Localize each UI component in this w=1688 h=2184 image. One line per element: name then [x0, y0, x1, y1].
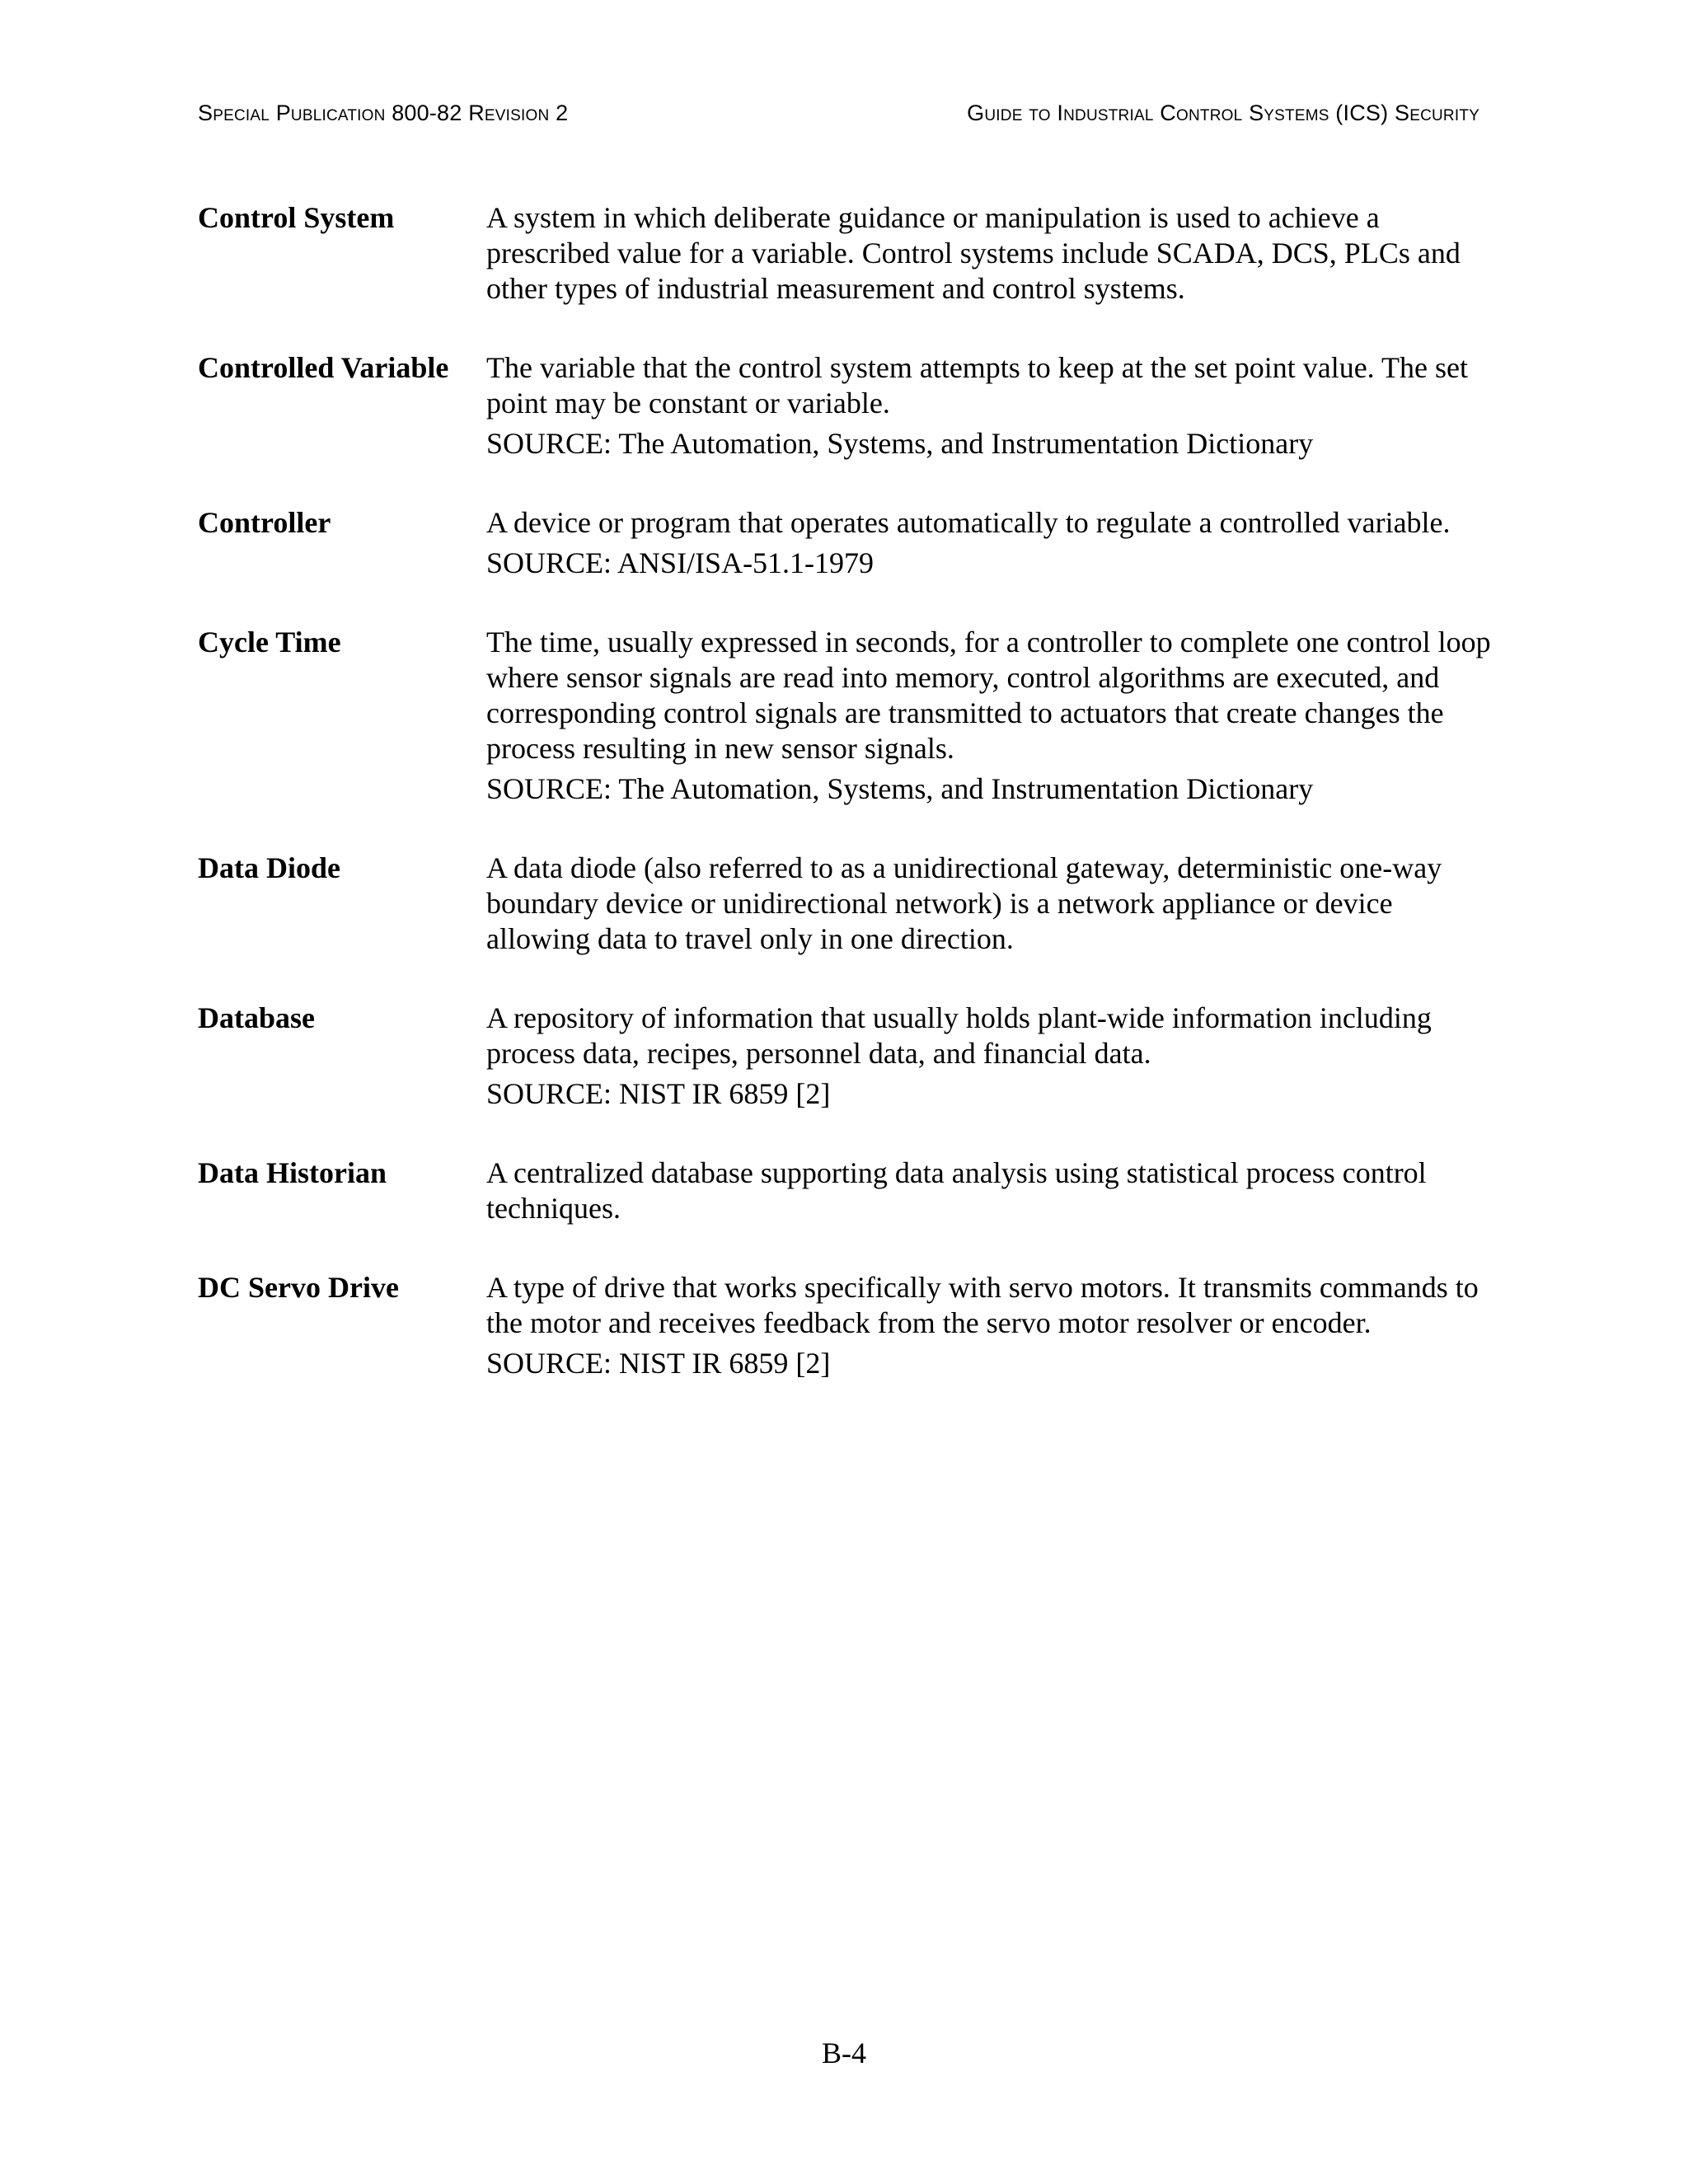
glossary-term: DC Servo Drive	[198, 1271, 399, 1304]
glossary-definition-block	[486, 200, 1492, 307]
glossary-term: Data Diode	[198, 851, 340, 884]
glossary-term: Control System	[198, 201, 395, 234]
glossary-definition-block	[486, 1270, 1492, 1381]
glossary-entry-control-system	[198, 200, 1492, 307]
glossary-entry-controller	[198, 505, 1492, 581]
glossary-term: Cycle Time	[198, 626, 341, 658]
glossary-definition-block	[486, 1001, 1492, 1112]
glossary-definition-block	[486, 1155, 1492, 1226]
glossary-definition: The variable that the control system attempts to keep at the set point value. The set point may be constant or variable.	[486, 351, 1468, 419]
glossary-term: Database	[198, 1001, 315, 1034]
glossary-term: Data Historian	[198, 1156, 387, 1189]
glossary-source: SOURCE: ANSI/ISA-51.1-1979	[486, 546, 874, 579]
running-header	[198, 101, 1479, 134]
glossary-source: SOURCE: NIST IR 6859 [2]	[486, 1347, 831, 1380]
page-number: B-4	[822, 2036, 866, 2069]
glossary-entry-controlled-variable	[198, 350, 1492, 462]
glossary-definition: A repository of information that usually holds plant-wide information including process data, recipes, personnel data, and financial data.	[486, 1001, 1432, 1070]
glossary-entry-data-diode	[198, 851, 1492, 957]
glossary-entry-data-historian	[198, 1155, 1492, 1226]
glossary-definition-block	[486, 625, 1492, 807]
glossary-definition: The time, usually expressed in seconds, for a controller to complete one control loop where sensor signals are read into memory, control algorithms are executed, and corresponding control signals are transmitted to actuators that create changes the process resulting in new sensor signals.	[486, 626, 1491, 765]
glossary-definition-block	[486, 350, 1492, 462]
glossary-definition-block	[486, 505, 1492, 581]
glossary-definition: A data diode (also referred to as a unidirectional gateway, deterministic one-way boundary device or unidirectional network) is a network appliance or device allowing data to travel only in one direction.	[486, 851, 1442, 955]
glossary-definition-block	[486, 851, 1492, 957]
glossary-definition: A device or program that operates automatically to regulate a controlled variable.	[486, 506, 1451, 539]
glossary-definition: A type of drive that works specifically with servo motors. It transmits commands to the motor and receives feedback from the servo motor resolver or encoder.	[486, 1271, 1479, 1339]
glossary-source: SOURCE: The Automation, Systems, and Instrumentation Dictionary	[486, 427, 1314, 460]
glossary-entry-database	[198, 1001, 1492, 1112]
header-publication-id: Special Publication 800-82 Revision 2	[198, 101, 569, 125]
glossary-entry-cycle-time	[198, 625, 1492, 807]
glossary-list	[198, 200, 1492, 1425]
glossary-entry-dc-servo-drive	[198, 1270, 1492, 1381]
glossary-definition: A centralized database supporting data analysis using statistical process control techniques.	[486, 1156, 1427, 1225]
glossary-term: Controlled Variable	[198, 351, 449, 384]
glossary-term: Controller	[198, 506, 331, 539]
glossary-source: SOURCE: NIST IR 6859 [2]	[486, 1077, 831, 1110]
header-document-title: Guide to Industrial Control Systems (ICS) Security	[967, 101, 1479, 125]
glossary-source: SOURCE: The Automation, Systems, and Instrumentation Dictionary	[486, 772, 1314, 805]
glossary-definition: A system in which deliberate guidance or manipulation is used to achieve a prescribed value for a variable. Control systems include SCADA, DCS, PLCs and other types of industrial measurement and control systems.	[486, 201, 1461, 305]
